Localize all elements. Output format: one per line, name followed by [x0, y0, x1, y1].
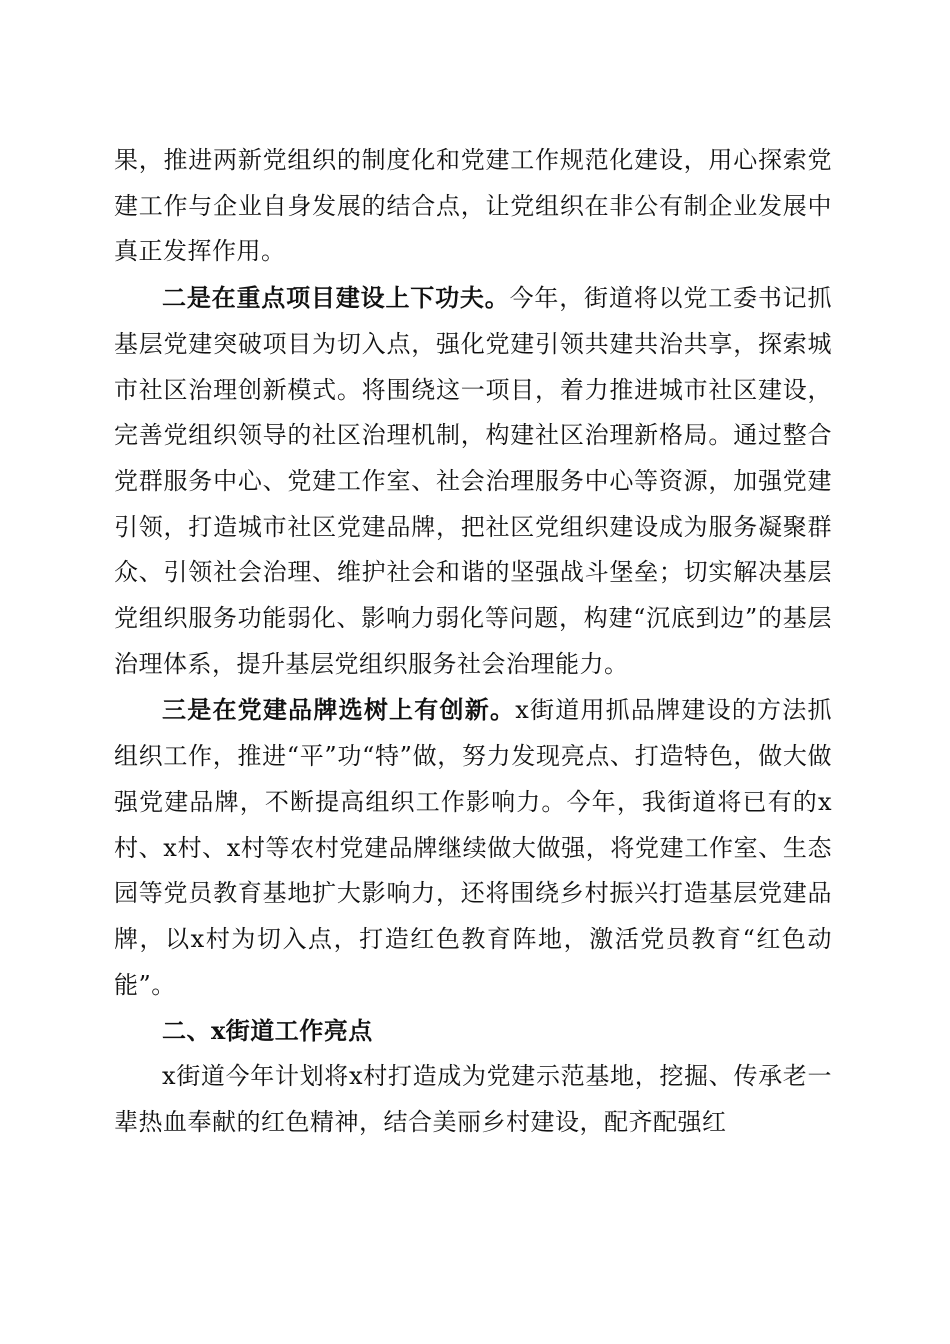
paragraph-lead: 二是在重点项目建设上下功夫。 — [162, 283, 510, 313]
paragraph-text: 果，推进两新党组织的制度化和党建工作规范化建设，用心探索党建工作与企业自身发展的结合点，让党组织在非公有制企业发展中真正发挥作用。 — [114, 146, 832, 266]
paragraph-text: x街道今年计划将x村打造成为党建示范基地，挖掘、传承老一辈热血奉献的红色精神，结合美丽乡村建设，配齐配强红 — [114, 1062, 832, 1136]
document-body — [114, 138, 832, 1145]
paragraph-highlights — [114, 1054, 832, 1145]
paragraph-lead: 三是在党建品牌选树上有创新。 — [162, 695, 516, 725]
paragraph-text: 今年，街道将以党工委书记抓基层党建突破项目为切入点，强化党建引领共建共治共享，探索城市社区治理创新模式。将围绕这一项目，着力推进城市社区建设，完善党组织领导的社区治理机制，构建社区治理新格局。通过整合党群服务中心、党建工作室、社会治理服务中心等资源，加强党建引领，打造城市社区党建品牌，把社区党组织建设成为服务凝聚群众、引领社会治理、维护社会和谐的坚强战斗堡垒；切实解决基层党组织服务功能弱化、影响力弱化等问题，构建“沉底到边”的基层治理体系，提升基层党组织服务社会治理能力。 — [114, 284, 833, 678]
paragraph-party-brand — [114, 687, 832, 1008]
paragraph-continuation — [114, 138, 832, 275]
paragraph-key-projects — [114, 275, 832, 687]
section-heading: 二、x街道工作亮点 — [162, 1016, 373, 1046]
paragraph-text: x街道用抓品牌建设的方法抓组织工作，推进“平”功“特”做，努力发现亮点、打造特色，做大做强党建品牌，不断提高组织工作影响力。今年，我街道将已有的x村、x村、x村等农村党建品牌继续做大做强，将党建工作室、生态园等党员教育基地扩大影响力，还将围绕乡村振兴打造基层党建品牌，以x村为切入点，打造红色教育阵地，激活党员教育“红色动能”。 — [114, 696, 833, 999]
